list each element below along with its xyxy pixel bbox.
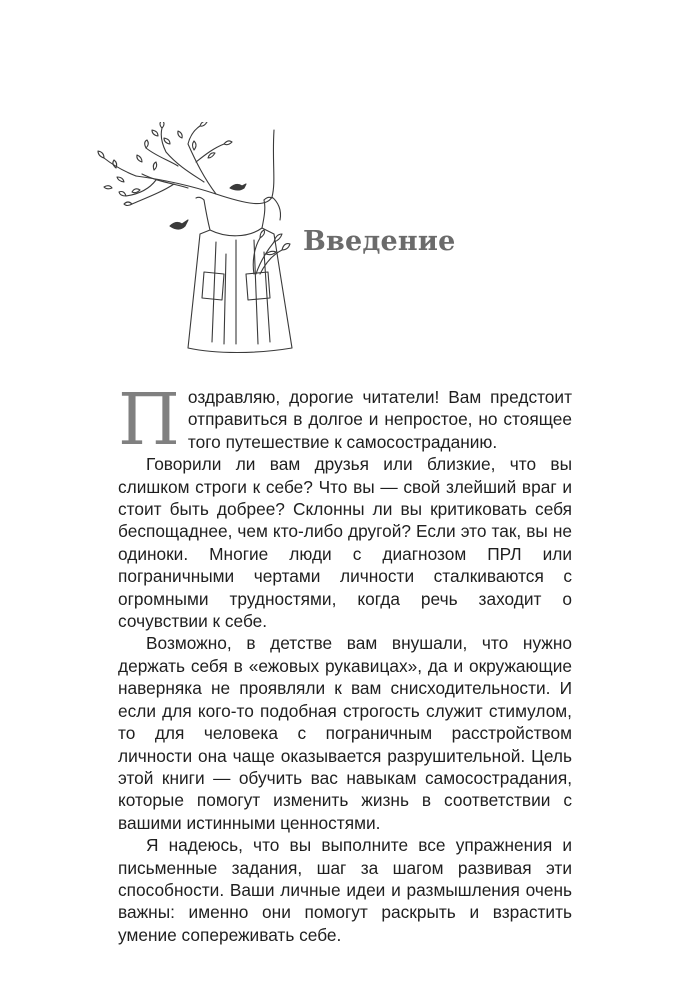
chapter-title: Введение [303, 226, 456, 257]
drop-cap: П [118, 378, 180, 461]
body-text [118, 378, 572, 946]
flying-bird-icon [170, 220, 188, 229]
paragraph-1 [118, 378, 572, 461]
tree-apron-illustration [96, 122, 306, 362]
paragraph-1-text: оздравляю, дорогие читатели! Вам предстоит отправиться в долгое и непростое, но стоящее того путешествие к самосостраданию. [187, 387, 572, 452]
paragraph-2: Говорили ли вам друзья или близкие, что вы слишком строги к себе? Что вы — свой злейший враг и стоит быть добрее? Склонны ли вы критиковать себя беспощаднее, чем кто-либо другой? Если это так, вы не одиноки. Многие люди с диагнозом ПРЛ или пограничными чертами личности сталкиваются с огромными трудностями, когда речь заходит о сочувствии к себе. [118, 454, 572, 632]
bird-on-branch-icon [230, 184, 246, 190]
paragraph-4: Я надеюсь, что вы выполните все упражнения и письменные задания, шаг за шагом развивая эти способности. Ваши личные идеи и размышления очень важны: именно они помогут раскрыть и взрастить умение сопереживать себе. [118, 835, 572, 945]
apron [188, 197, 292, 352]
paragraph-3: Возможно, в детстве вам внушали, что нужно держать себя в «ежовых рукавицах», да и окружающие наверняка не проявляли к вам снисходительности. И если для кого-то подобная строгость служит стимулом, то для человека с пограничным расстройством личности она чаще оказывается разрушительной. Цель этой книги — обучить вас навыкам самосострадания, которые помогут изменить жизнь в соответствии с вашими истинными ценностями. [118, 633, 572, 833]
herb-bundle [253, 230, 290, 274]
